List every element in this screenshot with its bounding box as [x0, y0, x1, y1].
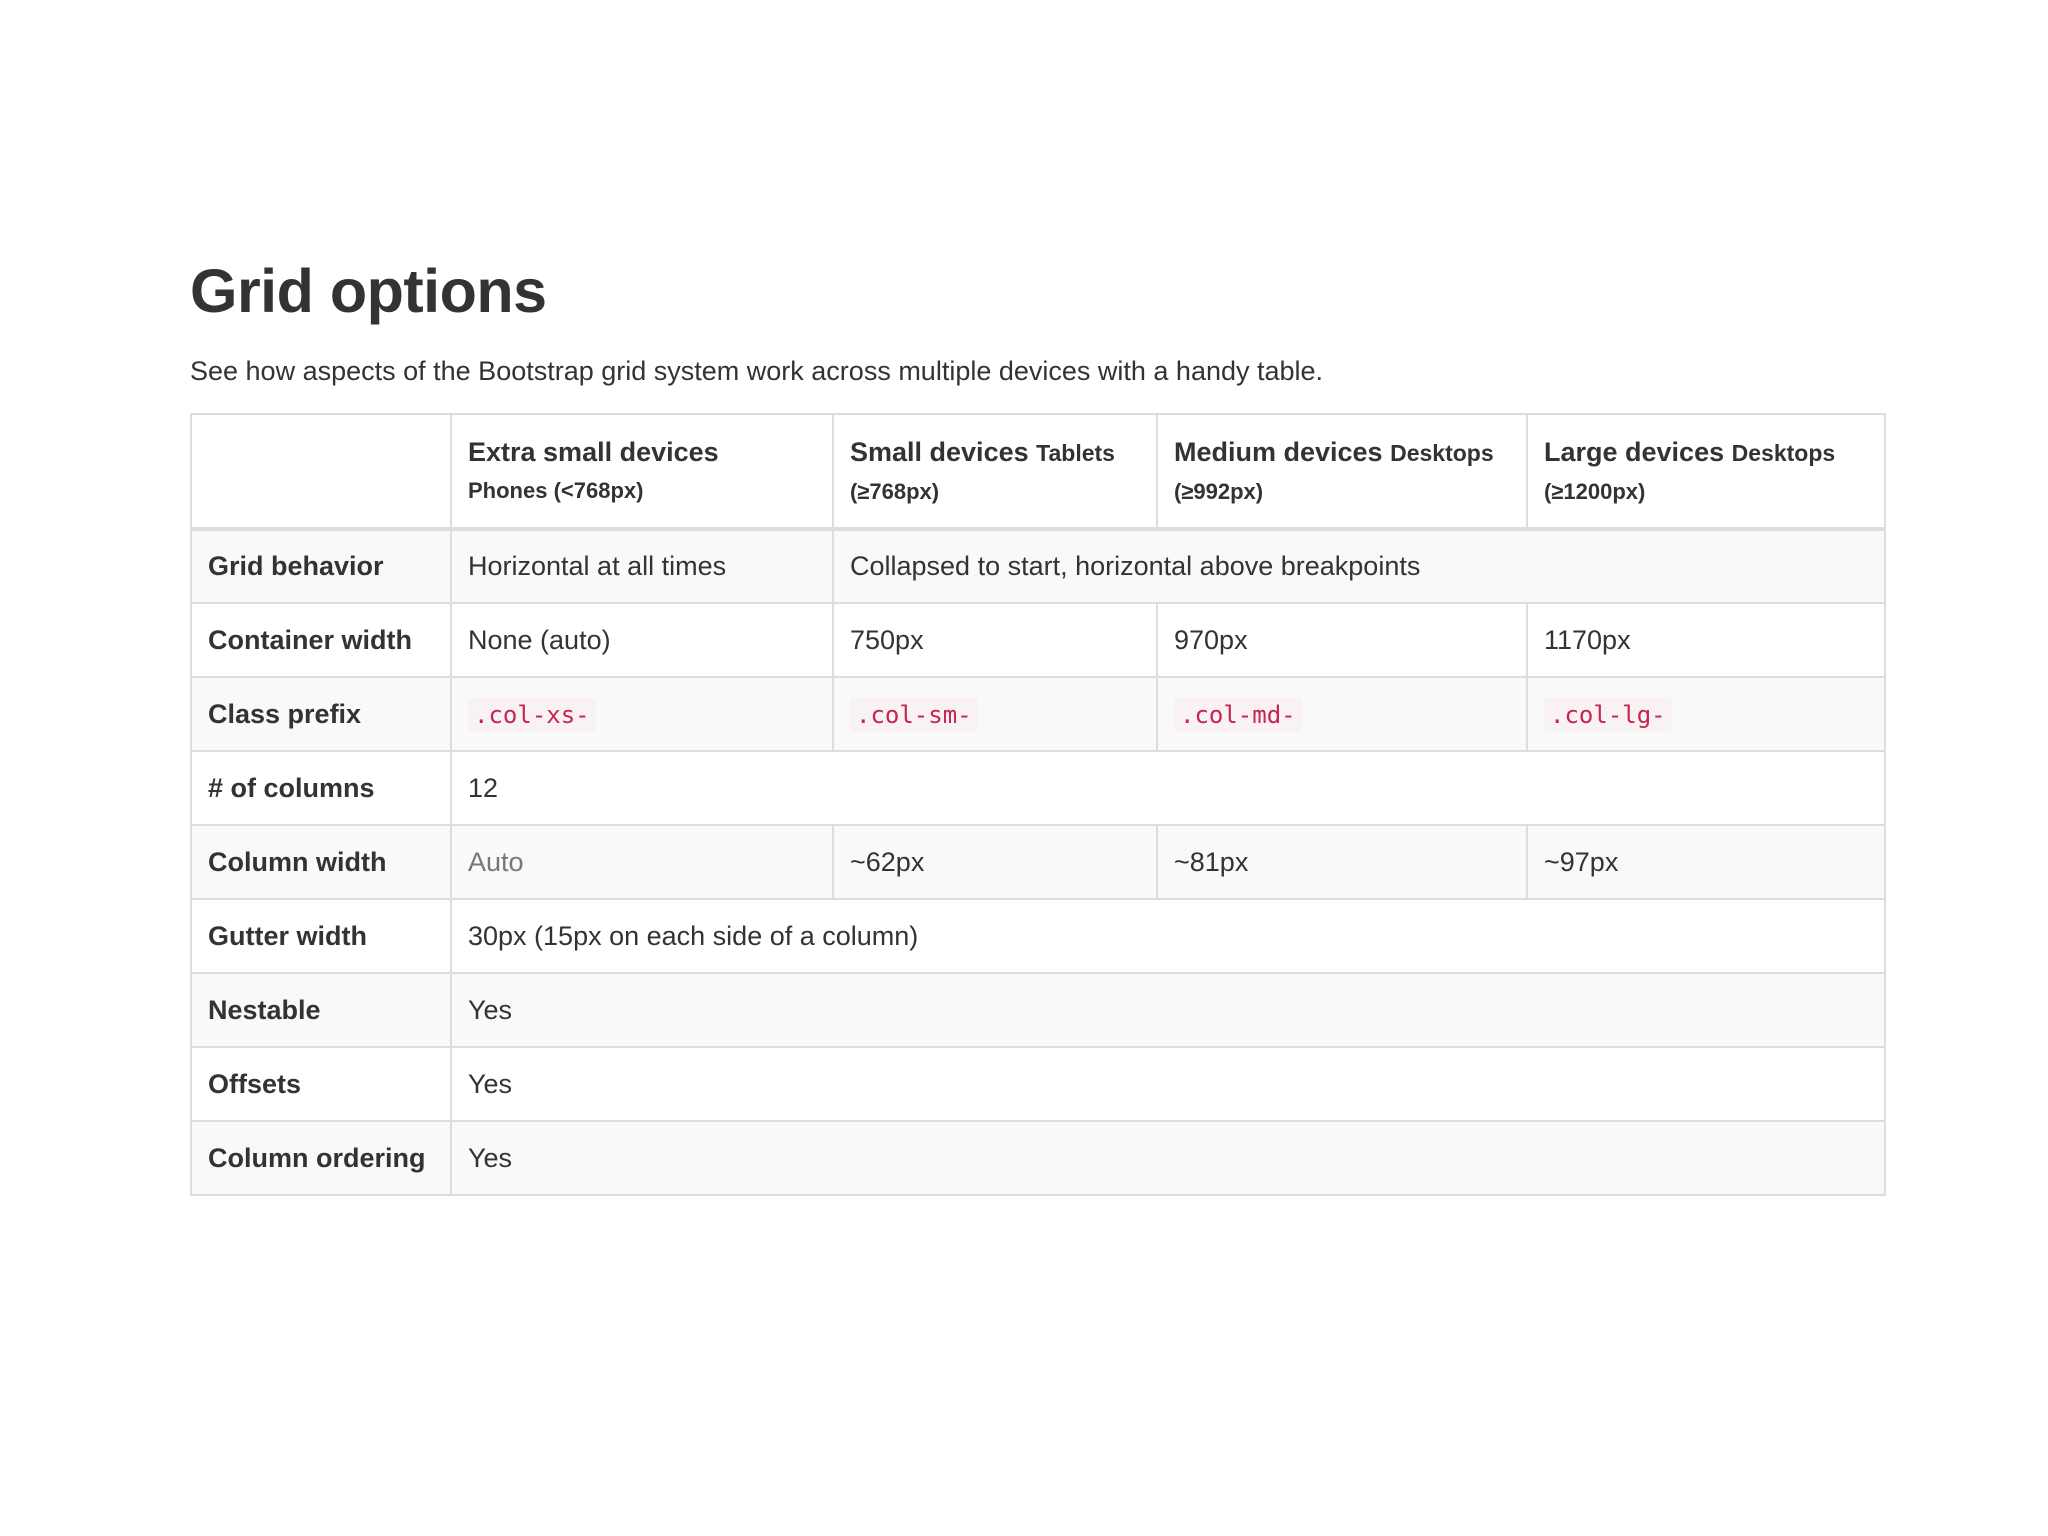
row-label: # of columns [191, 751, 451, 825]
table-row [191, 603, 1885, 677]
row-label: Offsets [191, 1047, 451, 1121]
table-row [191, 677, 1885, 751]
table-cell: 750px [833, 603, 1157, 677]
table-row [191, 825, 1885, 899]
table-row [191, 1047, 1885, 1121]
row-label: Nestable [191, 973, 451, 1047]
row-label: Class prefix [191, 677, 451, 751]
table-cell [451, 677, 833, 751]
table-cell: Auto [451, 825, 833, 899]
row-label: Gutter width [191, 899, 451, 973]
table-cell: ~81px [1157, 825, 1527, 899]
table-cell [1157, 677, 1527, 751]
table-cell: 970px [1157, 603, 1527, 677]
class-prefix-code: .col-sm- [850, 698, 978, 732]
row-label: Column width [191, 825, 451, 899]
table-cell: ~97px [1527, 825, 1885, 899]
row-label: Grid behavior [191, 529, 451, 603]
table-cell: Horizontal at all times [451, 529, 833, 603]
table-cell: 30px (15px on each side of a column) [451, 899, 1885, 973]
grid-options-table [190, 413, 1886, 1196]
class-prefix-code: .col-xs- [468, 698, 596, 732]
grid-options-section [190, 255, 1884, 1196]
class-prefix-code: .col-md- [1174, 698, 1302, 732]
header-medium: Medium devices Desktops (≥992px) [1157, 414, 1527, 529]
table-row [191, 1121, 1885, 1195]
table-cell [1527, 677, 1885, 751]
table-row [191, 751, 1885, 825]
table-cell: Collapsed to start, horizontal above breakpoints [833, 529, 1885, 603]
header-small: Small devices Tablets (≥768px) [833, 414, 1157, 529]
table-row [191, 529, 1885, 603]
row-label: Container width [191, 603, 451, 677]
table-cell: 12 [451, 751, 1885, 825]
table-row [191, 899, 1885, 973]
header-empty [191, 414, 451, 529]
table-cell: ~62px [833, 825, 1157, 899]
table-header-row [191, 414, 1885, 529]
table-cell: Yes [451, 973, 1885, 1047]
lead-paragraph: See how aspects of the Bootstrap grid system work across multiple devices with a handy table. [190, 356, 1324, 386]
page-title: Grid options [190, 257, 547, 325]
table-cell [833, 677, 1157, 751]
row-label: Column ordering [191, 1121, 451, 1195]
table-cell: None (auto) [451, 603, 833, 677]
table-cell: Yes [451, 1121, 1885, 1195]
header-large: Large devices Desktops (≥1200px) [1527, 414, 1885, 529]
class-prefix-code: .col-lg- [1544, 698, 1672, 732]
table-row [191, 973, 1885, 1047]
table-cell: 1170px [1527, 603, 1885, 677]
header-extra-small: Extra small devices Phones (<768px) [451, 414, 833, 529]
table-cell: Yes [451, 1047, 1885, 1121]
